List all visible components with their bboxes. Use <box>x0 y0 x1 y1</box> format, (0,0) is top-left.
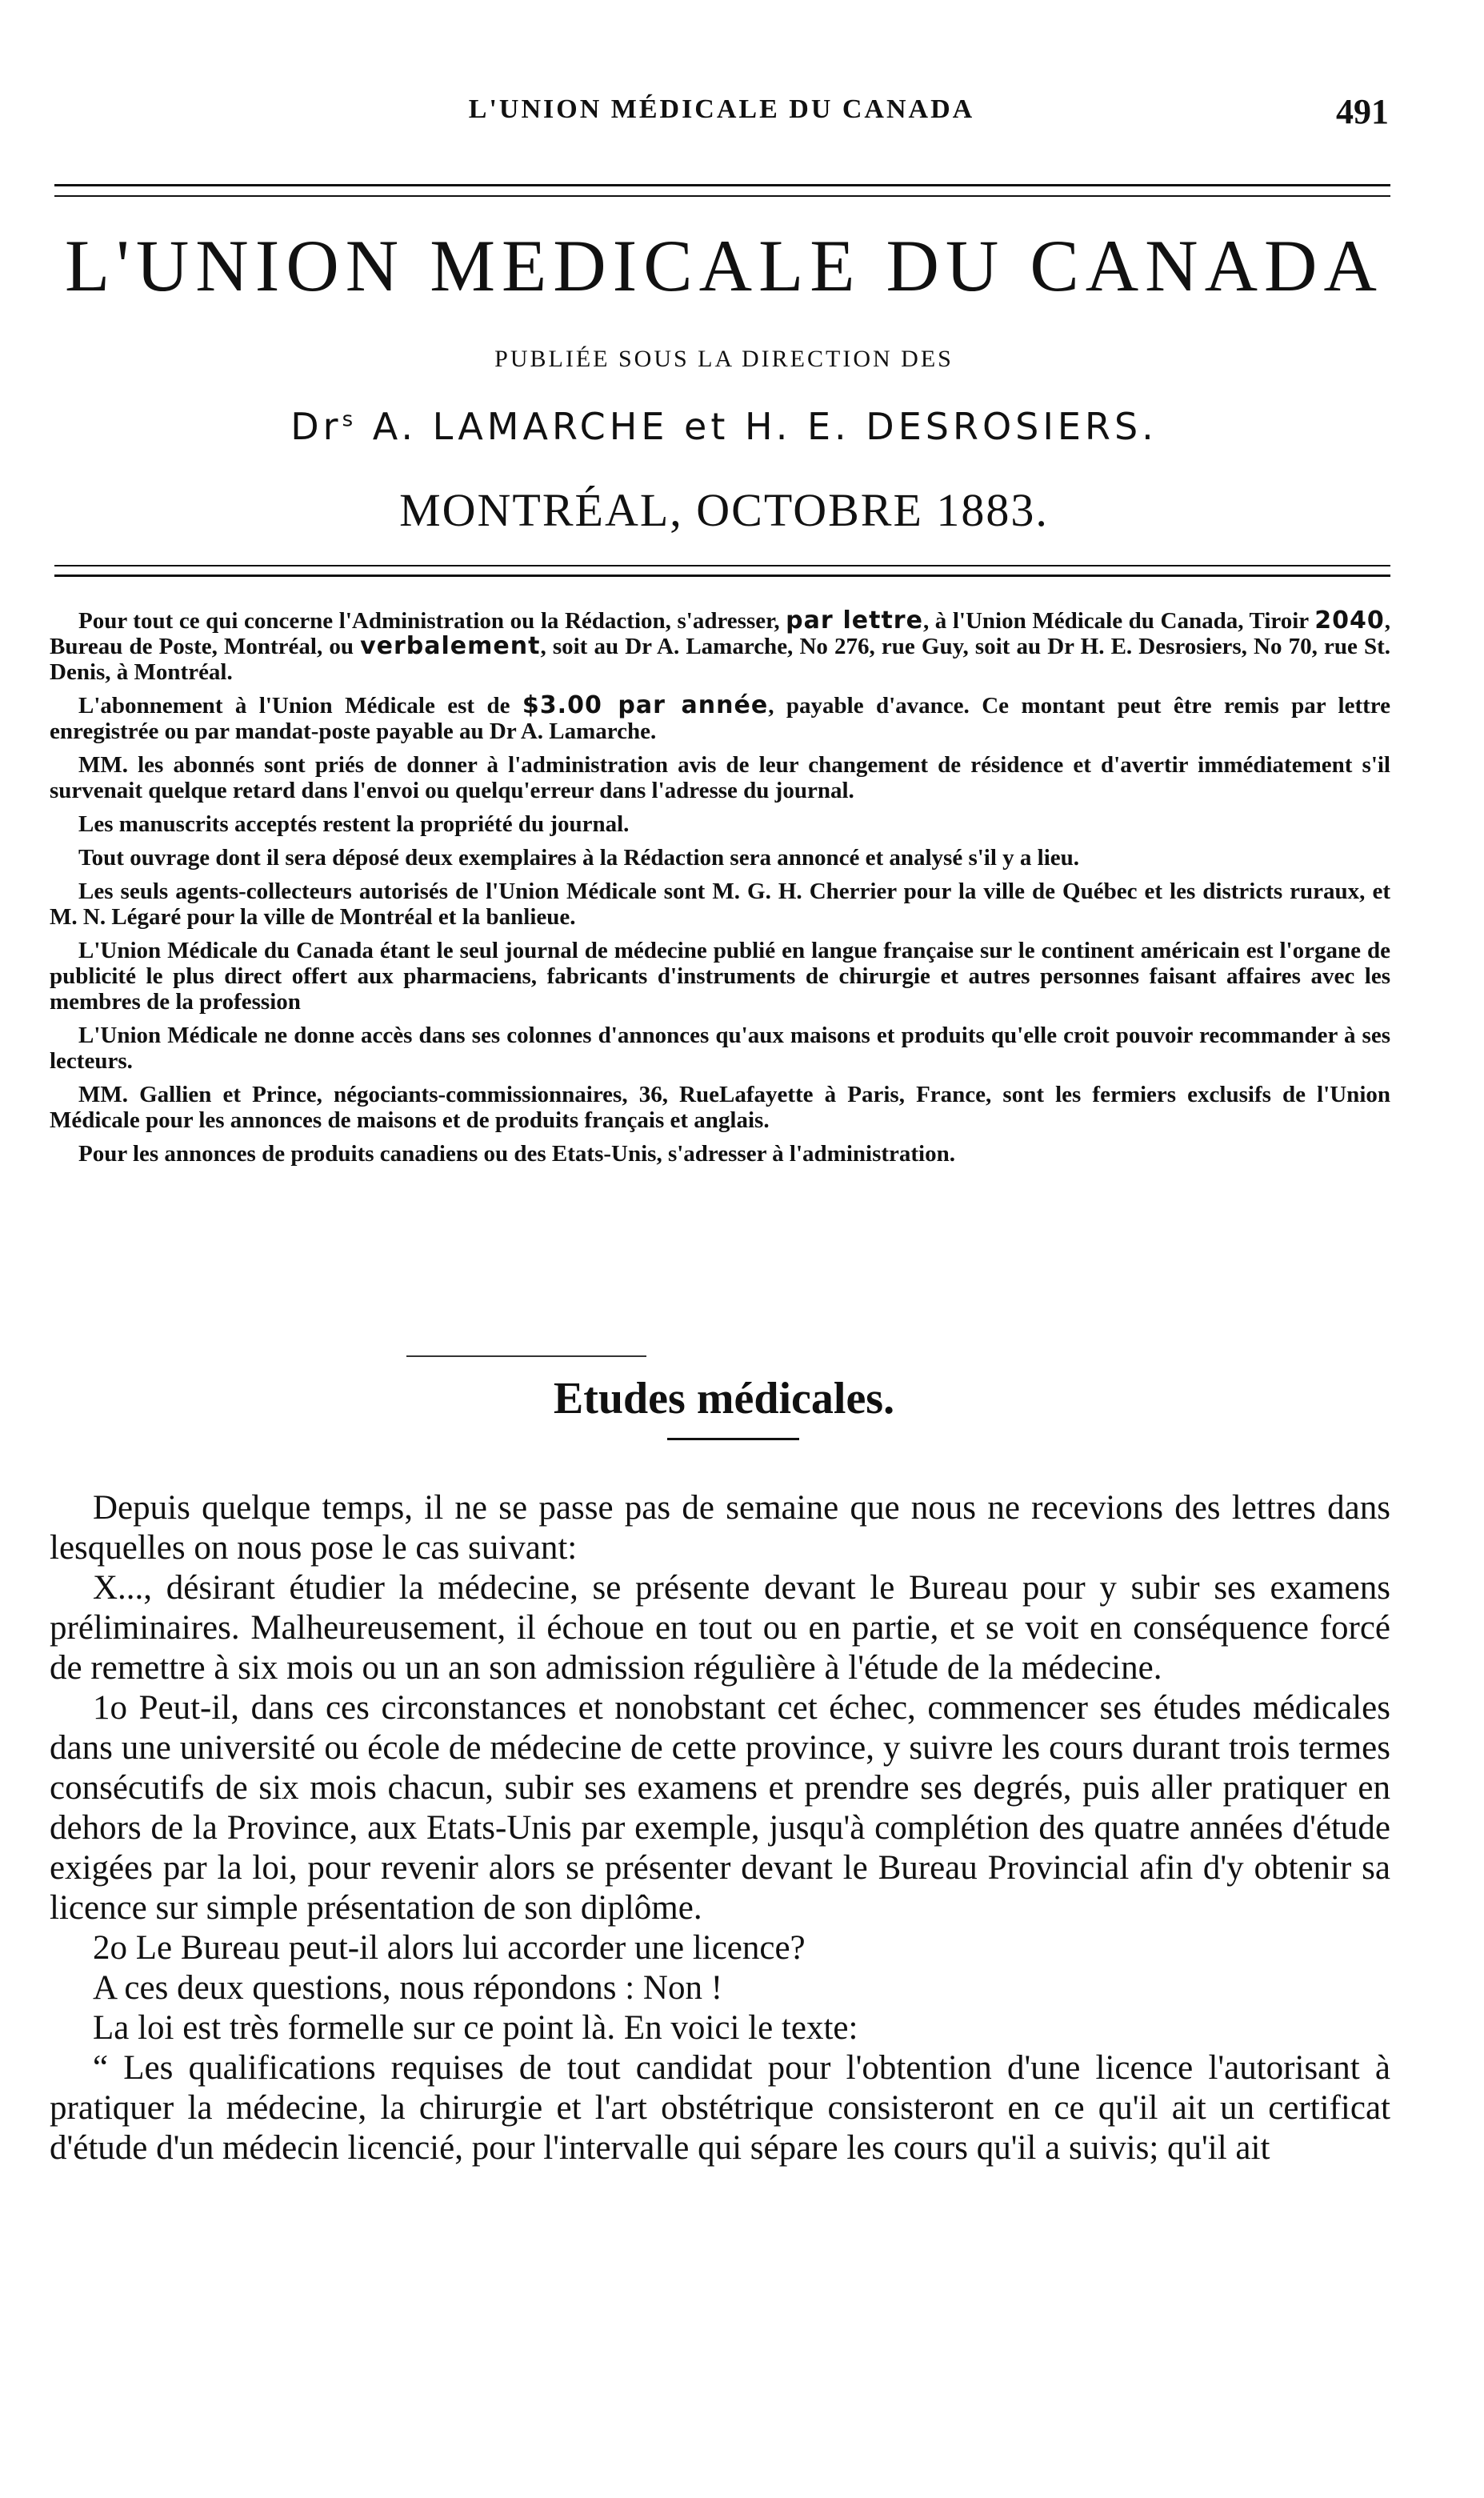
masthead-bottom-rule <box>54 565 1390 566</box>
section-separator <box>406 1355 646 1357</box>
article-paragraph: Depuis quelque temps, il ne se passe pas de semaine que nous ne recevions des lettres dans lesquelles on nous pose le cas suivant: <box>50 1489 1390 1567</box>
notice-paragraph: Les manuscrits acceptés restent la propriété du journal. <box>78 811 630 837</box>
notice-paragraph: MM. les abonnés sont priés de donner à l'administration avis de leur changement de résidence et d'avertir immédiatement s'il survenait quelque retard dans l'envoi ou quelqu'erreur dans l'adresse du journal. <box>50 752 1390 803</box>
notice-paragraph: Les seuls agents-collecteurs autorisés de l'Union Médicale sont M. G. H. Cherrier pour la ville de Québec et les districts ruraux, et M. N. Légaré pour la ville de Montréal et la banlieue. <box>50 879 1390 930</box>
article-paragraph: A ces deux questions, nous répondons : Non ! <box>93 1969 723 2007</box>
notice-paragraph: L'Union Médicale ne donne accès dans ses colonnes d'annonces qu'aux maisons et produits qu'elle croit pouvoir recommander à ses lecteurs. <box>50 1023 1390 1074</box>
masthead-bottom-rule-secondary <box>54 574 1390 577</box>
running-header <box>54 94 1389 142</box>
administrative-notices <box>50 608 1390 1175</box>
article-paragraph: La loi est très formelle sur ce point là. En voici le texte: <box>93 2009 858 2047</box>
article-paragraph: X..., désirant étudier la médecine, se présente devant le Bureau pour y subir ses examens préliminaires. Malheureusement, il échoue en tout ou en partie, et se voit en conséquence forcé de remettre à six mois ou un an son admission régulière à l'étude de la médecine. <box>50 1569 1390 1687</box>
masthead-subtitle: PUBLIÉE SOUS LA DIRECTION DES <box>494 346 954 372</box>
emphasis: $3.00 par année <box>522 691 769 719</box>
editors-prefix: Dr <box>290 405 342 448</box>
article-paragraph: “ Les qualifications requises de tout candidat pour l'obtention d'une licence l'autorisant à pratiquer la médecine, la chirurgie et l'art obstétrique consisteront en ce qu'il ait un certificat d'étude d'un médecin licencié, pour l'intervalle qui sépare les cours qu'il a suivis; qu'il ait <box>50 2049 1390 2167</box>
editors-prefix-sup: s <box>342 407 358 432</box>
emphasis: verbalement <box>360 632 541 660</box>
emphasis: par lettre <box>786 606 923 635</box>
editors-names: A. LAMARCHE et H. E. DESROSIERS. <box>372 405 1158 448</box>
article-body <box>50 1488 1390 2168</box>
article-paragraph: 2o Le Bureau peut-il alors lui accorder une licence? <box>93 1929 806 1967</box>
top-rule <box>54 184 1390 186</box>
running-title: L'UNION MÉDICALE DU CANADA <box>468 94 975 124</box>
notice-paragraph: Pour tout ce qui concerne l'Administration ou la Rédaction, s'adresser, par lettre, à l'Union Médicale du Canada, Tiroir 2040, Bureau de Poste, Montréal, ou verbalement, soit au Dr A. Lamarche, No 276, rue Guy, soit au Dr H. E. Desrosiers, No 70, rue St. Denis, à Montréal. <box>50 606 1390 685</box>
masthead-date: MONTRÉAL, OCTOBRE 1883. <box>399 484 1049 536</box>
emphasis: 2040 <box>1314 606 1385 635</box>
masthead-editors <box>48 405 1400 448</box>
notice-paragraph: Pour les annonces de produits canadiens ou des Etats-Unis, s'adresser à l'administration. <box>78 1141 955 1167</box>
article-paragraph: 1o Peut-il, dans ces circonstances et nonobstant cet échec, commencer ses études médicales dans une université ou école de médecine de cette province, y suivre les cours durant trois termes consécutifs de six mois chacun, subir ses examens et prendre ses degrés, puis aller pratiquer en dehors de la Province, aux Etats-Unis par exemple, jusqu'à complétion des quatre années d'étude exigées par la loi, pour revenir alors se présenter devant le Bureau Provincial afin d'y obtenir sa licence sur simple présentation de son diplôme. <box>50 1689 1390 1927</box>
masthead-title: L'UNION MEDICALE DU CANADA <box>65 225 1383 306</box>
page-number: 491 <box>1336 92 1389 131</box>
top-rule-secondary <box>54 195 1390 197</box>
notice-paragraph: L'Union Médicale du Canada étant le seul journal de médecine publié en langue française sur le continent américain est l'organe de publicité le plus direct offert aux pharmaciens, fabricants d'instruments de chirurgie et autres personnes faisant affaires avec les membres de la profession <box>50 938 1390 1015</box>
section-heading: Etudes médicales. <box>553 1374 895 1423</box>
notice-paragraph: Tout ouvrage dont il sera déposé deux exemplaires à la Rédaction sera annoncé et analysé s'il y a lieu. <box>78 845 1080 871</box>
notice-paragraph: MM. Gallien et Prince, négociants-commissionnaires, 36, RueLafayette à Paris, France, sont les fermiers exclusifs de l'Union Médicale pour les annonces de maisons et de produits français et anglais. <box>50 1082 1390 1133</box>
heading-underline <box>667 1438 799 1440</box>
notice-paragraph: L'abonnement à l'Union Médicale est de $3.00 par année, payable d'avance. Ce montant peut être remis par lettre enregistrée ou par mandat-poste payable au Dr A. Lamarche. <box>50 691 1390 744</box>
